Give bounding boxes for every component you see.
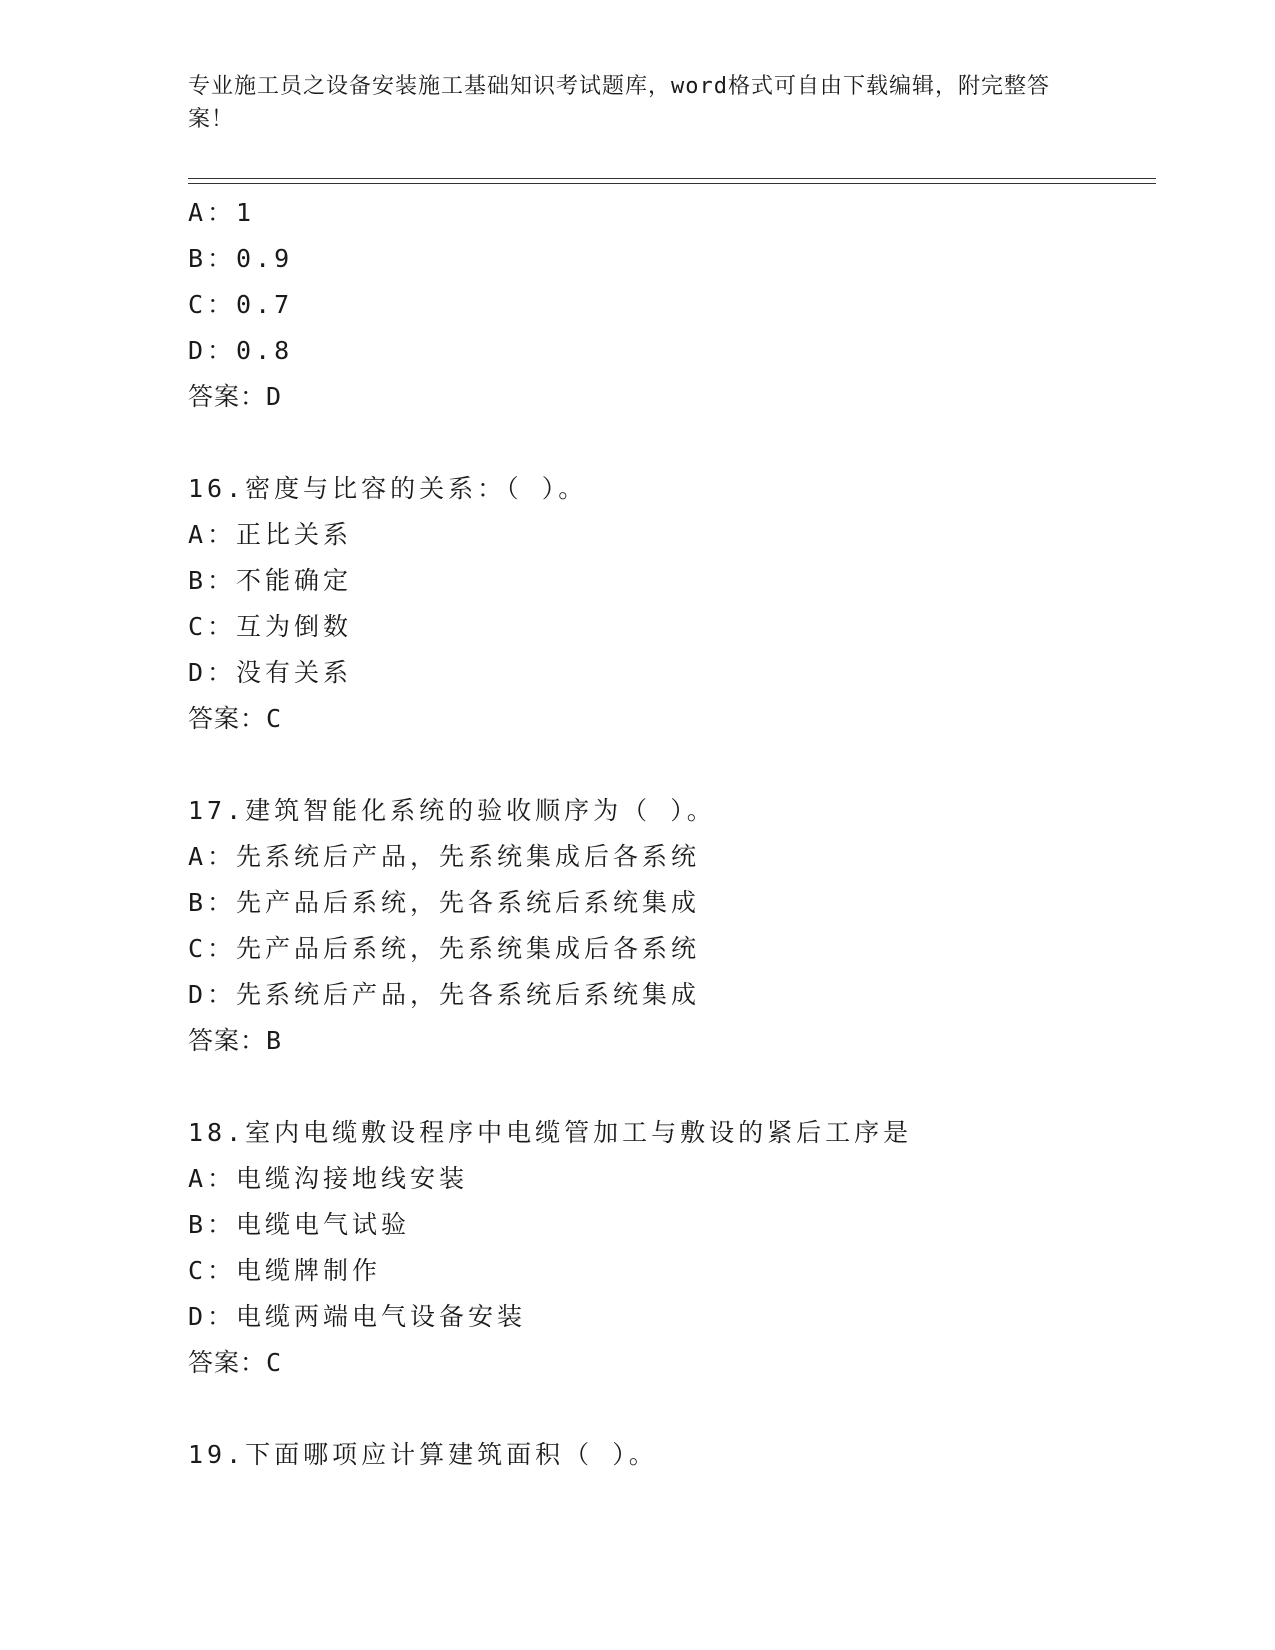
option-b: B：不能确定 [188,566,353,595]
option-b: B：电缆电气试验 [188,1210,411,1239]
header-rule-bottom [188,183,1156,184]
option-a: A：电缆沟接地线安装 [188,1164,469,1193]
answer: 答案：B [188,1026,283,1055]
option-b: B：先产品后系统，先各系统后系统集成 [188,888,701,917]
option-d: D：没有关系 [188,658,353,687]
option-a: A：1 [188,198,256,227]
option-a: A：先系统后产品，先系统集成后各系统 [188,842,701,871]
option-c: C：0.7 [188,290,294,319]
option-d: D：0.8 [188,336,294,365]
option-d: D：先系统后产品，先各系统后系统集成 [188,980,701,1009]
option-c: C：互为倒数 [188,612,353,641]
spacer [188,420,1158,466]
question-text: 19.下面哪项应计算建筑面积（ ）。 [188,1440,658,1469]
document-header: 专业施工员之设备安装施工基础知识考试题库，word格式可自由下载编辑，附完整答案！ [188,74,1050,132]
header-rule-top [188,178,1156,179]
spacer [188,1386,1158,1432]
question-text: 16.密度与比容的关系：（ ）。 [188,474,588,503]
question-19 [188,1432,1158,1478]
option-c: C：先产品后系统，先系统集成后各系统 [188,934,701,963]
question-list [188,190,1158,1478]
spacer [188,742,1158,788]
spacer [188,1064,1158,1110]
option-a: A：正比关系 [188,520,353,549]
answer: 答案：D [188,382,283,411]
option-d: D：电缆两端电气设备安装 [188,1302,527,1331]
question-16 [188,466,1158,742]
option-b: B：0.9 [188,244,294,273]
question-text: 18.室内电缆敷设程序中电缆管加工与敷设的紧后工序是 [188,1118,913,1147]
answer: 答案：C [188,704,283,733]
question-17 [188,788,1158,1064]
question-18 [188,1110,1158,1386]
question-text: 17.建筑智能化系统的验收顺序为（ ）。 [188,796,716,825]
question-15 [188,190,1158,420]
option-c: C：电缆牌制作 [188,1256,382,1285]
answer: 答案：C [188,1348,283,1377]
